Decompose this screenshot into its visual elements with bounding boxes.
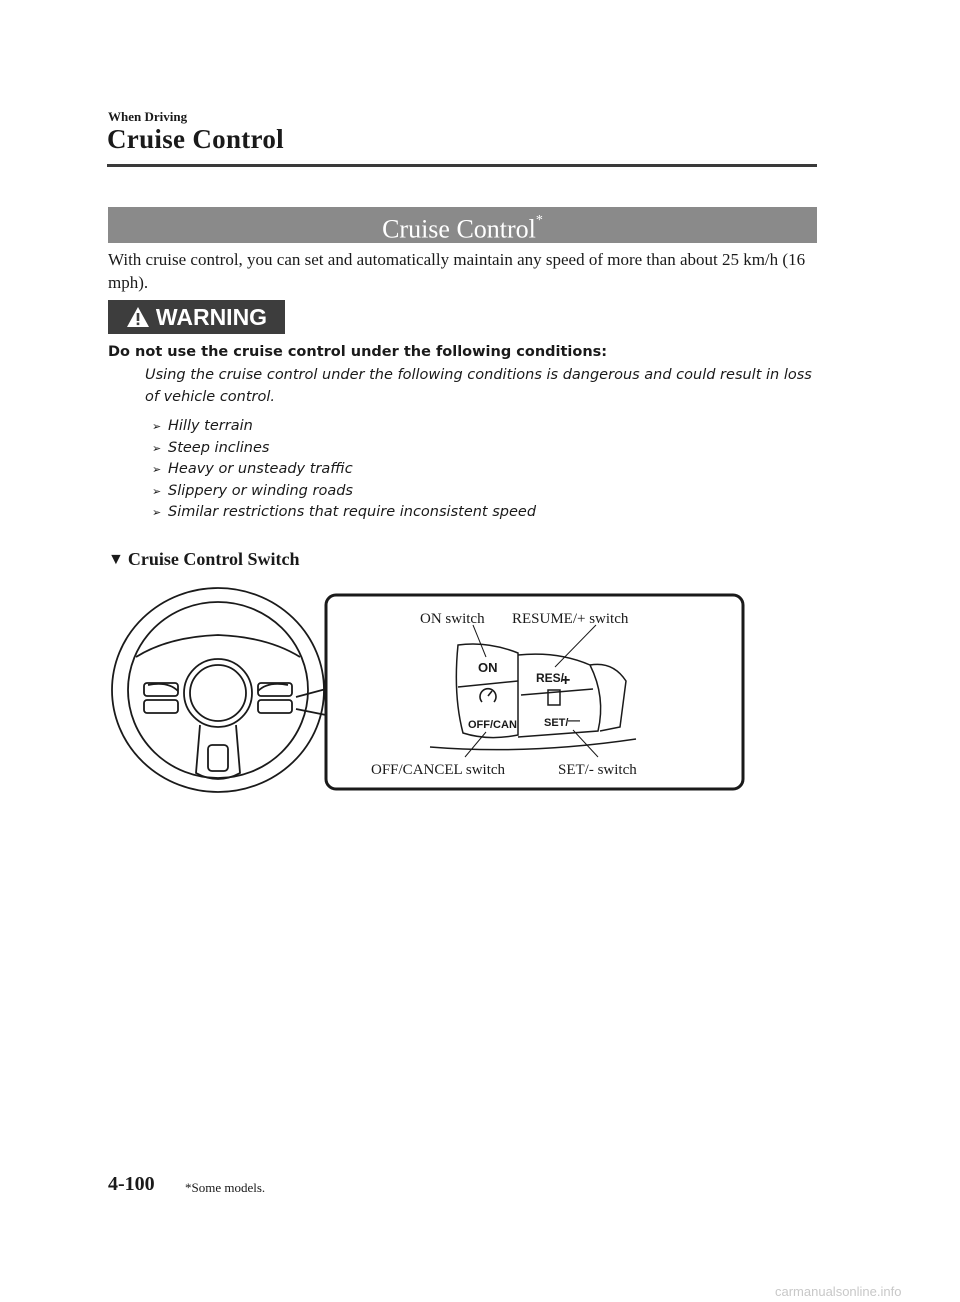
warning-body: Using the cruise control under the following conditions is dangerous and could result in loss of vehicle control.: [145, 367, 812, 405]
section-label: When Driving: [108, 109, 188, 124]
list-item-text: Similar restrictions that require inconsistent speed: [168, 504, 537, 521]
cruise-control-switch-figure: [108, 585, 748, 795]
list-item-text: Slippery or winding roads: [168, 482, 353, 499]
list-item-text: Steep inclines: [168, 439, 270, 456]
arrow-bullet-icon: ➢: [152, 484, 162, 498]
callout-connector: [296, 689, 326, 697]
arrow-bullet-icon: ➢: [152, 506, 162, 520]
watermark: carmanualsonline.info: [775, 1284, 902, 1299]
arrow-bullet-icon: ➢: [152, 463, 162, 477]
set-button-text: SET/: [544, 717, 569, 729]
arrow-bullet-icon: ➢: [152, 441, 162, 455]
on-switch-label: ON switch: [420, 611, 485, 627]
warning-icon: [126, 306, 150, 328]
list-item: [152, 416, 536, 438]
banner-title: Cruise Control: [382, 214, 536, 244]
off-can-button-text: OFF/CAN: [468, 719, 517, 731]
footnote: *Some models.: [185, 1180, 266, 1195]
subsection-heading: [108, 549, 300, 570]
triangle-down-icon: ▼: [108, 550, 124, 568]
page-number: 4-100: [108, 1173, 155, 1195]
intro-paragraph: With cruise control, you can set and automatically maintain any speed of more than about 25 km/h (16 mph).: [108, 250, 806, 292]
on-button-text: ON: [478, 660, 498, 675]
warning-condition-list: [152, 416, 536, 524]
steering-wheel-illustration: [112, 588, 324, 792]
list-item: [152, 438, 536, 460]
minus-button-text: —: [568, 713, 580, 727]
subsection-title: Cruise Control Switch: [127, 549, 300, 569]
warning-badge: [108, 300, 285, 334]
off-cancel-switch-label: OFF/CANCEL switch: [371, 762, 506, 778]
plus-button-text: +: [561, 672, 571, 689]
warning-heading: Do not use the cruise control under the following conditions:: [108, 344, 608, 360]
list-item: [152, 459, 536, 481]
list-item: [152, 481, 536, 503]
set-switch-label: SET/- switch: [558, 762, 637, 778]
list-item: [152, 502, 536, 524]
some-models-mark: *: [535, 213, 543, 228]
list-item-text: Hilly terrain: [168, 418, 253, 434]
title-rule: [107, 164, 817, 167]
resume-switch-label: RESUME/+ switch: [512, 611, 629, 627]
page-title: Cruise Control: [107, 124, 284, 154]
res-button-text: RES/: [536, 671, 565, 685]
warning-label: WARNING: [155, 303, 268, 330]
topic-banner: [108, 207, 817, 243]
arrow-bullet-icon: ➢: [152, 420, 162, 433]
list-item-text: Heavy or unsteady traffic: [168, 461, 353, 478]
